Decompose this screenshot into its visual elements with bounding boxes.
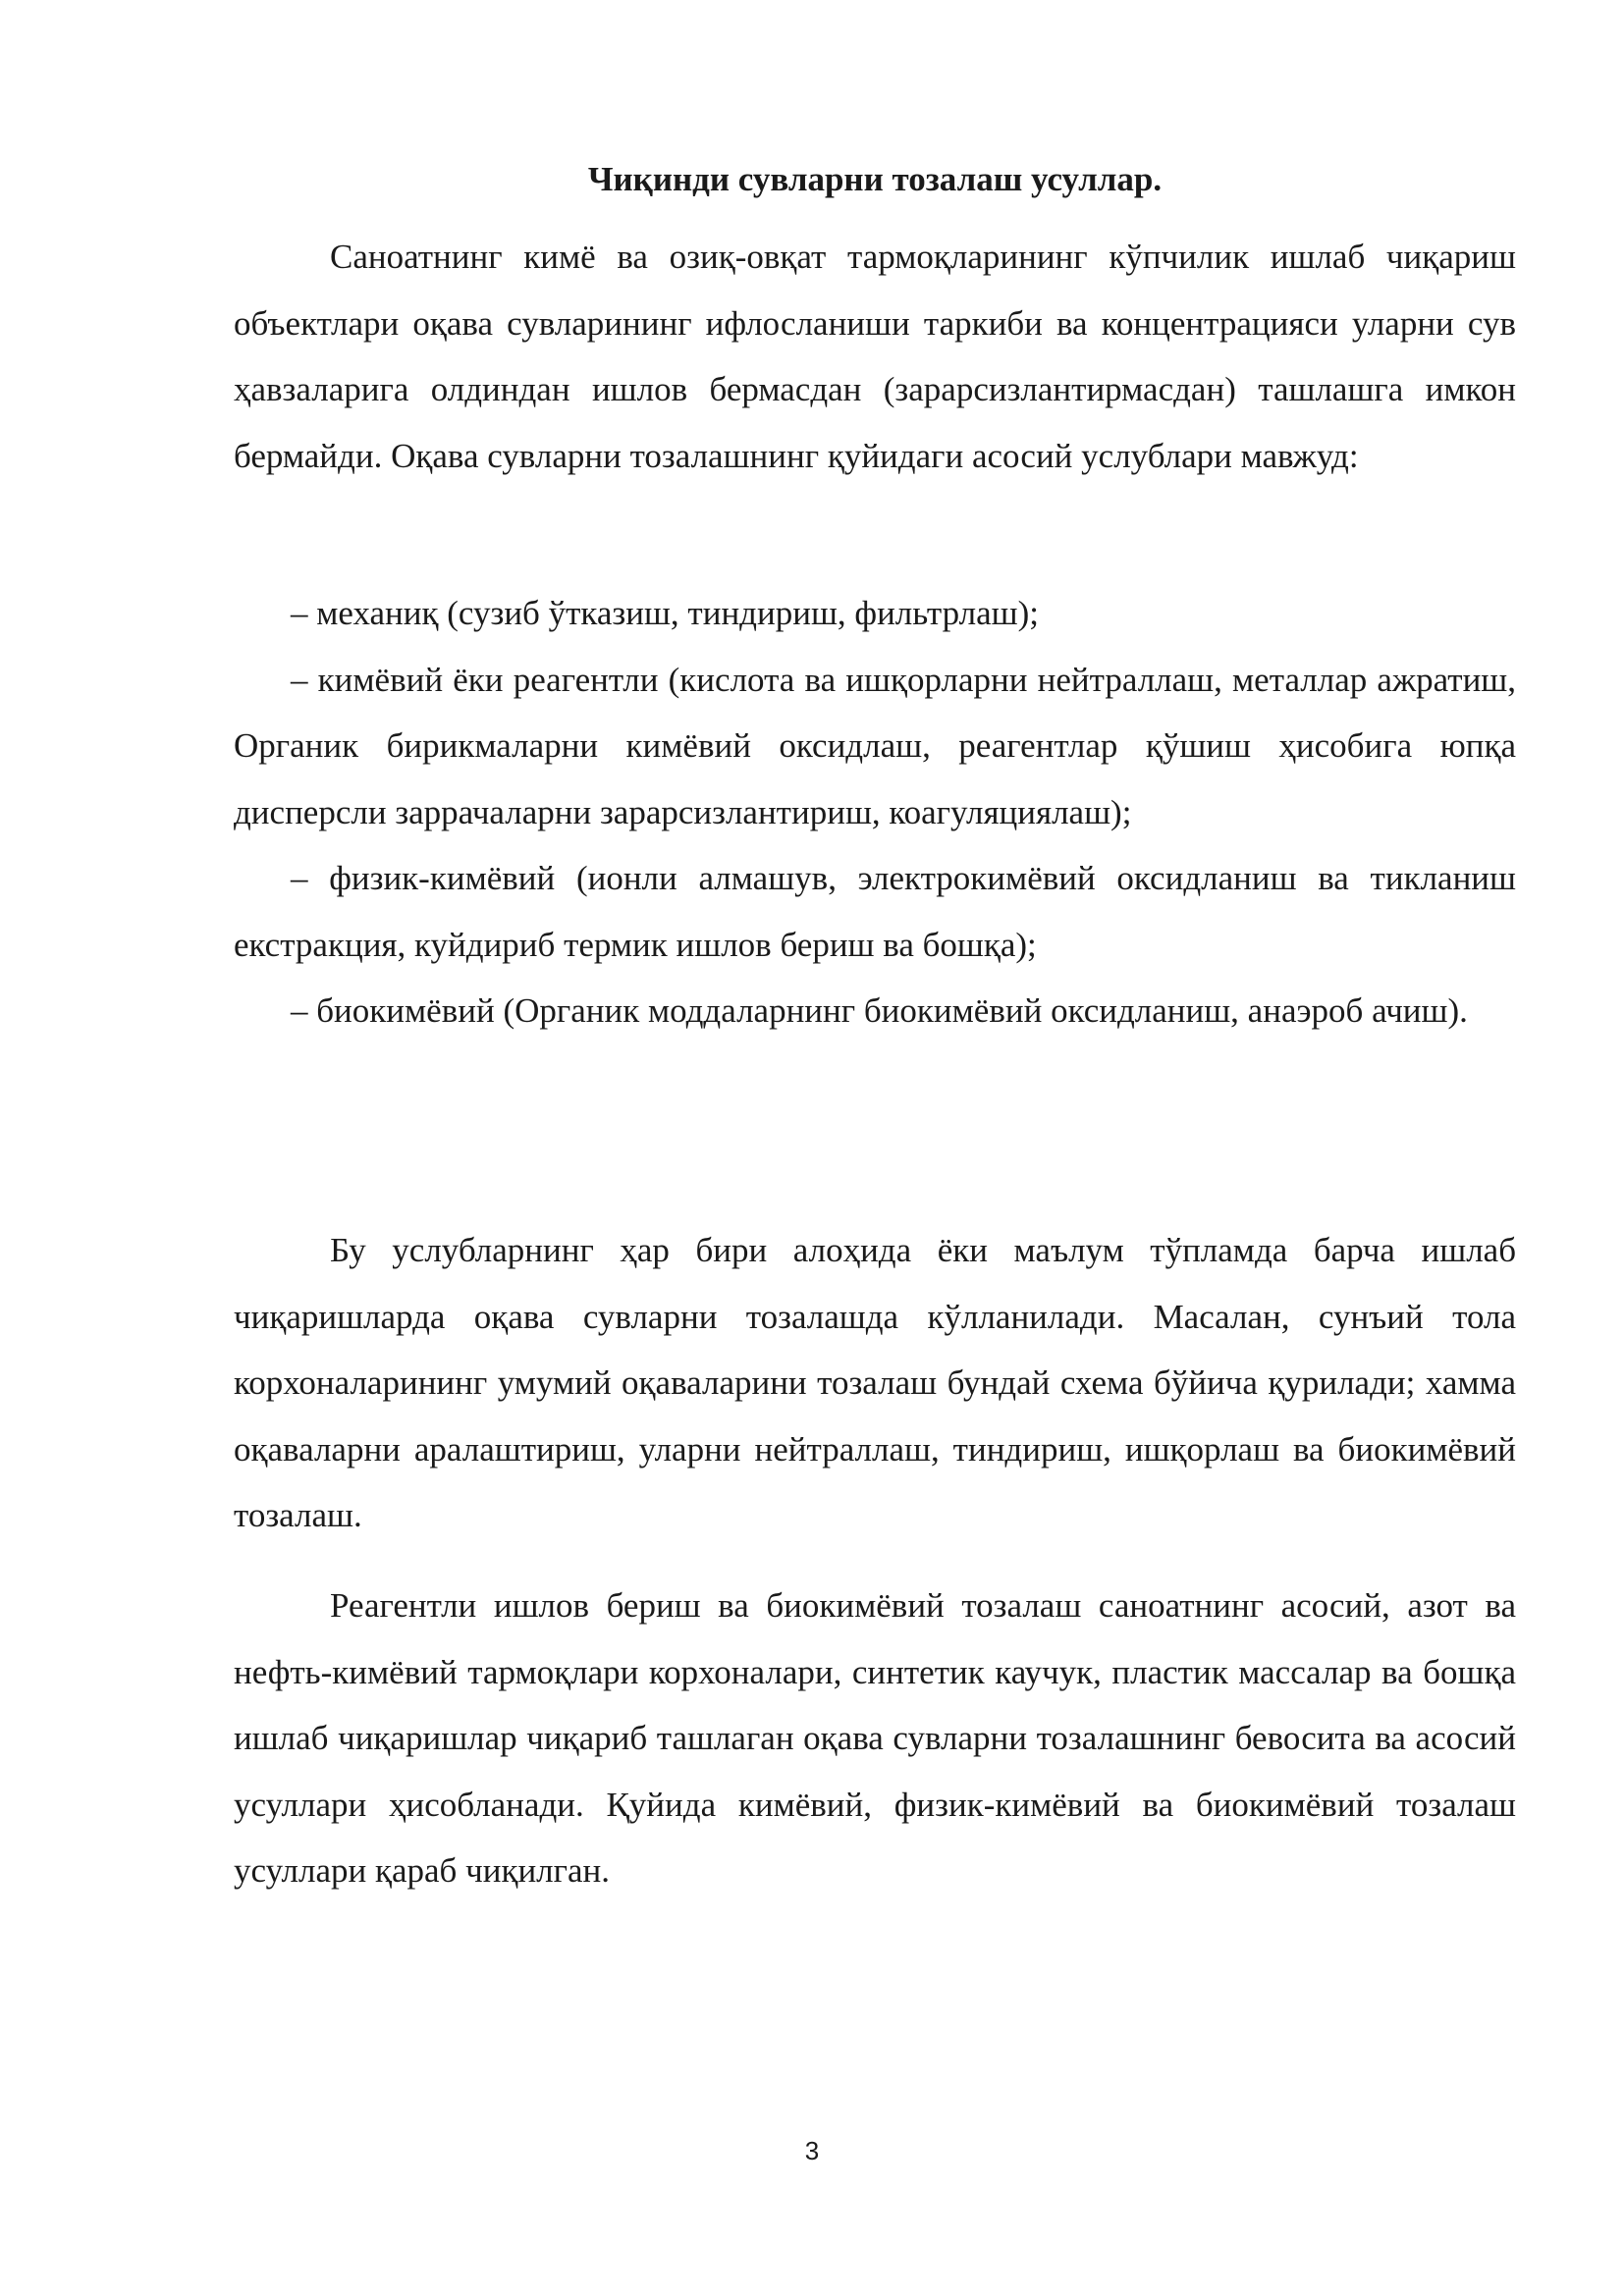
page-title: Чиқинди сувларни тозалаш усуллар. (587, 160, 1163, 198)
methods-usage-paragraph: Бу услубларнинг ҳар бири алоҳида ёки маълум тўпламда барча ишлаб чиқаришларда оқава сувларни тозалашда кўлланилади. Масалан, сунъий тола корхоналарининг умумий оқаваларини тозалаш бундай схема бўйича қурилади; хамма оқаваларни аралаштириш, уларни нейтраллаш, тиндириш, ишқорлаш ва биокимёвий тозалаш. (234, 1231, 1516, 1534)
methods-list (234, 580, 1516, 1044)
conclusion-paragraph: Реагентли ишлов бериш ва биокимёвий тозалаш саноатнинг асосий, азот ва нефть-кимёвий тармоқлари корхоналари, синтетик каучук, пластик массалар ва бошқа ишлаб чиқаришлар чиқариб ташлаган оқава сувларни тозалашнинг бевосита ва асосий усуллари ҳисобланади. Қуйида кимёвий, физик-кимёвий ва биокимёвий тозалаш усуллари қараб чиқилган. (234, 1586, 1516, 1890)
list-item-mechanical: – механиқ (сузиб ўтказиш, тиндириш, фильтрлаш); (291, 594, 1039, 632)
list-item-physico-chemical: – физик-кимёвий (ионли алмашув, электрокимёвий оксидланиш ва тикланиш екстракция, куйдириб термик ишлов бериш ва бошқа); (234, 859, 1516, 964)
page-number: 3 (804, 2136, 820, 2165)
intro-paragraph: Саноатнинг кимё ва озиқ-овқат тармоқларининг кўпчилик ишлаб чиқариш объектлари оқава сувларининг ифлосланиши таркиби ва концентрацияси уларни сув ҳавзаларига олдиндан ишлов бермасдан (зарарсизлантирмасдан) ташлашга имкон бермайди. Оқава сувларни тозалашнинг қуйидаги асосий услублари мавжуд: (234, 238, 1516, 475)
list-item-biochemical: – биокимёвий (Органик моддаларнинг биокимёвий оксидланиш, анаэроб ачиш). (291, 991, 1468, 1030)
list-item-chemical: – кимёвий ёки реагентли (кислота ва ишқорларни нейтраллаш, металлар ажратиш, Органик бирикмаларни кимёвий оксидлаш, реагентлар қўшиш ҳисобига юпқа дисперсли заррачаларни зарарсизлантириш, коагуляциялаш); (234, 660, 1516, 831)
